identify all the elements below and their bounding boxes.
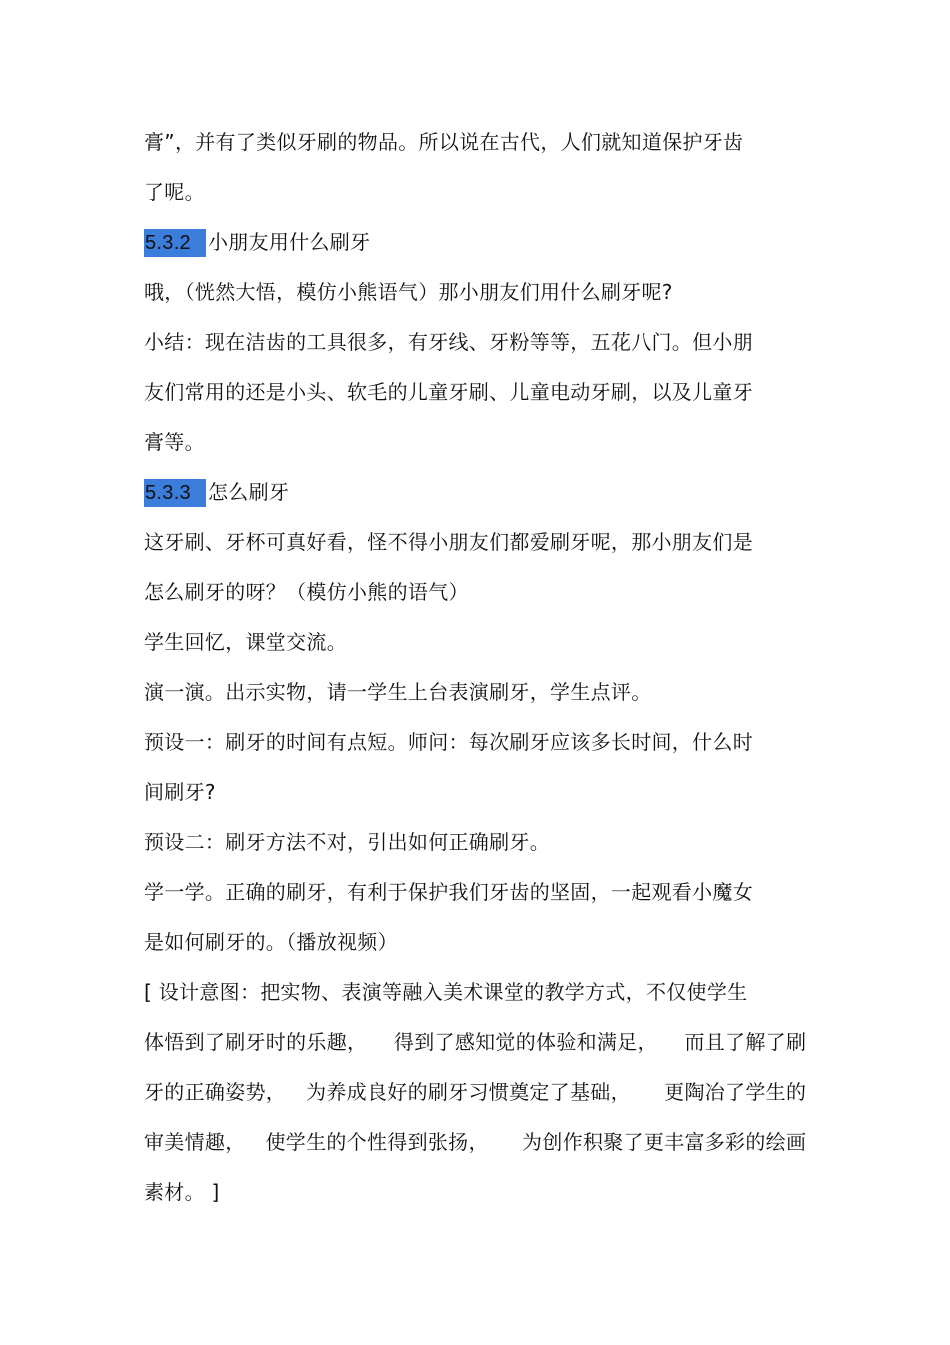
paragraph-line: 牙的正确姿势， 为养成良好的刷牙习惯奠定了基础， 更陶冶了学生的 — [144, 1080, 807, 1104]
paragraph-line: 预设二：刷牙方法不对，引出如何正确刷牙。 — [144, 830, 550, 854]
paragraph-line: 了呢。 — [144, 180, 205, 204]
section-heading — [144, 478, 289, 507]
paragraph-line: 审美情趣， 使学生的个性得到张扬， 为创作积聚了更丰富多彩的绘画 — [144, 1130, 807, 1154]
paragraph-line: 演一演。出示实物，请一学生上台表演刷牙，学生点评。 — [144, 680, 652, 704]
paragraph-line: 体悟到了刷牙时的乐趣， 得到了感知觉的体验和满足， 而且了解了刷 — [144, 1030, 807, 1054]
paragraph-line: 膏等。 — [144, 430, 205, 454]
paragraph-line: 间刷牙? — [144, 780, 216, 804]
section-number: 5.3.2 — [144, 229, 206, 257]
section-title: 小朋友用什么刷牙 — [207, 230, 371, 254]
paragraph-line: 小结：现在洁齿的工具很多，有牙线、牙粉等等，五花八门。但小朋 — [144, 330, 753, 354]
paragraph-line: 学生回忆，课堂交流。 — [144, 630, 347, 654]
paragraph-line: 预设一：刷牙的时间有点短。师问：每次刷牙应该多长时间，什么时 — [144, 730, 753, 754]
paragraph-line: 这牙刷、牙杯可真好看，怪不得小朋友们都爱刷牙呢，那小朋友们是 — [144, 530, 753, 554]
paragraph-line: 膏”，并有了类似牙刷的物品。所以说在古代，人们就知道保护牙齿 — [144, 130, 744, 154]
paragraph-line: 怎么刷牙的呀？（模仿小熊的语气） — [144, 580, 469, 604]
paragraph-line: 哦，（恍然大悟，模仿小熊语气）那小朋友们用什么刷牙呢? — [144, 280, 673, 304]
paragraph-line: [ 设计意图：把实物、表演等融入美术课堂的教学方式，不仅使学生 — [144, 980, 748, 1004]
section-title: 怎么刷牙 — [207, 480, 290, 504]
paragraph-line: 学一学。正确的刷牙，有利于保护我们牙齿的坚固，一起观看小魔女 — [144, 880, 753, 904]
paragraph-line: 素材。 ] — [144, 1180, 220, 1204]
section-number: 5.3.3 — [144, 479, 206, 507]
paragraph-line: 友们常用的还是小头、软毛的儿童牙刷、儿童电动牙刷，以及儿童牙 — [144, 380, 753, 404]
section-heading — [144, 228, 370, 257]
paragraph-line: 是如何刷牙的。（播放视频） — [144, 930, 398, 954]
